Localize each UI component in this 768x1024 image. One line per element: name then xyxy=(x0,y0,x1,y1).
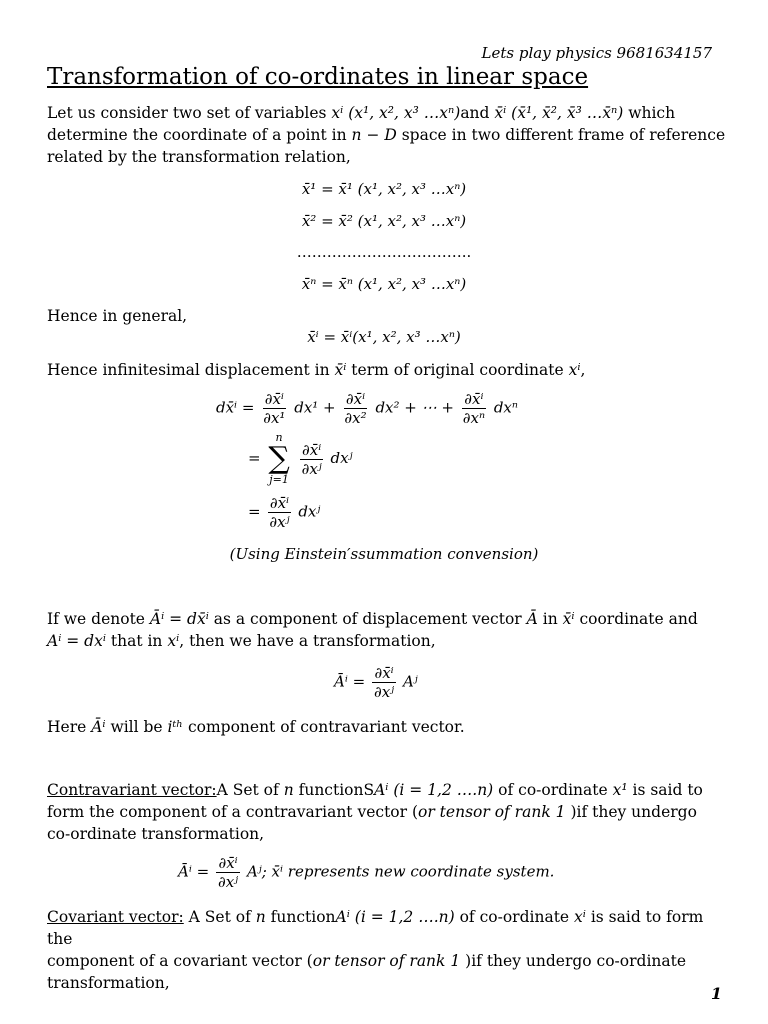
cov-line-2 xyxy=(47,950,727,972)
frac-den: ∂x¹ xyxy=(263,409,286,427)
cov-text: A Set of xyxy=(183,908,256,926)
denote-line-1 xyxy=(47,608,727,630)
eq-lhs: Āⁱ = xyxy=(334,672,366,691)
cov-math: Aⁱ (i = 1,2 ….n) xyxy=(335,908,455,926)
cov-line-1 xyxy=(47,906,727,950)
frac-num: ∂x̄ⁱ xyxy=(302,440,322,459)
frac-den: ∂x² xyxy=(344,409,367,427)
cov-text: of co-ordinate xyxy=(454,908,575,926)
eq-term: dxʲ xyxy=(330,449,353,467)
denote-paragraph xyxy=(47,608,727,652)
denote-text: coordinate and xyxy=(574,610,698,628)
here-text: Here xyxy=(47,718,92,736)
fraction xyxy=(216,854,240,891)
cov-text: )if they undergo co-ordinate xyxy=(460,952,687,970)
denote-text: as a component of displacement vector xyxy=(208,610,527,628)
equation-1: x̄¹ = x̄¹ (x¹, x², x³ …xⁿ) xyxy=(301,180,467,198)
frac-num: ∂x̄ⁱ xyxy=(218,854,238,872)
contravariant-paragraph xyxy=(47,779,727,845)
intro-math: xⁱ (x¹, x², x³ …xⁿ) xyxy=(331,104,461,122)
intro-line-3: related by the transformation relation, xyxy=(47,148,351,166)
denote-text: If we denote xyxy=(47,610,150,628)
intro-text: space in two different frame of reference xyxy=(396,126,726,144)
intro-text: which xyxy=(623,104,676,122)
intro-math: n − D xyxy=(351,126,397,144)
intro-text: Let us consider two set of variables xyxy=(47,104,332,122)
frac-den: ∂xʲ xyxy=(217,873,239,891)
cov-line-3: transformation, xyxy=(47,974,170,992)
contra-text: form the component of a contravariant vector ( xyxy=(47,803,419,821)
frac-den: ∂xʲ xyxy=(373,683,395,701)
contra-math: x¹ xyxy=(612,781,628,799)
intro-math: x̄ⁱ (x̄¹, x̄², x̄³ …x̄ⁿ) xyxy=(494,104,624,122)
frac-num: ∂x̄ⁱ xyxy=(464,390,484,408)
disp-text: , xyxy=(580,361,586,379)
eq-term: dxʲ xyxy=(298,502,321,521)
disp-math: x̄ⁱ xyxy=(334,361,347,379)
einstein-line xyxy=(248,494,320,531)
fraction xyxy=(342,390,368,427)
frac-num: ∂x̄ⁱ xyxy=(269,494,290,512)
covariant-label: Covariant vector: xyxy=(47,908,184,926)
eq-sign: = xyxy=(248,502,261,521)
frac-den: ∂xⁿ xyxy=(462,409,486,427)
equation-2: x̄² = x̄² (x¹, x², x³ …xⁿ) xyxy=(301,212,467,230)
fraction xyxy=(267,494,291,531)
intro-text: determine the coordinate of a point in xyxy=(47,126,352,144)
disp-text: term of original coordinate xyxy=(346,361,569,379)
contra-text: A Set of xyxy=(216,781,284,799)
contra-text: functionS xyxy=(293,781,375,799)
frac-den: ∂xʲ xyxy=(301,459,322,478)
denote-text: in xyxy=(537,610,563,628)
eq-lhs: dx̄ⁱ = xyxy=(216,398,255,417)
contra-text: of co-ordinate xyxy=(493,781,613,799)
denote-math: Āⁱ = dx̄ⁱ xyxy=(149,610,209,628)
contravariant-equation xyxy=(178,854,554,891)
cov-text: is said to form the xyxy=(47,908,704,948)
intro-text: and xyxy=(460,104,495,122)
eq-term: dx² + ⋯ + xyxy=(375,398,454,417)
eq-term: Aʲ xyxy=(402,672,418,691)
denote-math: x̄ⁱ xyxy=(562,610,575,628)
eq-term: dx¹ + xyxy=(294,398,336,417)
here-math: iᵗʰ xyxy=(167,718,184,736)
frac-num: ∂x̄ⁱ xyxy=(374,664,394,682)
equation-n: x̄ⁿ = x̄ⁿ (x¹, x², x³ …xⁿ) xyxy=(301,275,467,293)
contravariant-label: Contravariant vector: xyxy=(47,781,217,799)
displacement-text xyxy=(47,359,727,381)
intro-line-2 xyxy=(47,124,727,146)
frac-num: ∂x̄ⁱ xyxy=(345,390,366,408)
contra-line-1 xyxy=(47,779,727,801)
denote-line-2 xyxy=(47,630,727,652)
denote-text: that in xyxy=(105,632,168,650)
header-contact: Lets play physics 9681634157 xyxy=(481,44,712,62)
general-equation: x̄ⁱ = x̄ⁱ(x¹, x², x³ …xⁿ) xyxy=(307,328,461,346)
disp-math: xⁱ xyxy=(568,361,581,379)
page-number: 1 xyxy=(710,984,722,1003)
transformation-equation xyxy=(334,664,418,701)
eq-sign: = xyxy=(248,449,261,467)
contra-line-3: co-ordinate transformation, xyxy=(47,825,265,843)
intro-paragraph xyxy=(47,102,727,168)
fraction xyxy=(261,390,287,427)
cov-text: function xyxy=(265,908,336,926)
denote-math: Ā xyxy=(526,610,538,628)
cov-math: xⁱ xyxy=(574,908,586,926)
cov-math: n xyxy=(255,908,266,926)
contra-text: is said to xyxy=(627,781,703,799)
contra-math: n xyxy=(283,781,294,799)
summation-note: (Using Einstein′ssummation convension) xyxy=(229,545,539,563)
denote-math: Aⁱ = dxⁱ xyxy=(47,632,106,650)
contra-text: )if they undergo xyxy=(565,803,697,821)
equation-dots: …………………………….. xyxy=(296,243,472,261)
frac-den: ∂xʲ xyxy=(269,513,290,531)
covariant-paragraph xyxy=(47,906,727,994)
intro-line-1 xyxy=(47,102,727,124)
denote-math: xⁱ xyxy=(167,632,180,650)
fraction xyxy=(300,441,324,478)
summation-symbol: n ∑ j=1 xyxy=(268,431,290,486)
displacement-expansion xyxy=(216,390,518,427)
summation-line xyxy=(248,432,353,486)
cov-math: or tensor of rank 1 xyxy=(312,952,461,970)
cov-text: component of a covariant vector ( xyxy=(47,952,313,970)
here-math: Āⁱ xyxy=(91,718,106,736)
eq-term: Aʲ; x̄ⁱ represents new coordinate system. xyxy=(246,862,555,881)
here-line xyxy=(47,716,727,738)
sum-lower: j=1 xyxy=(269,473,289,486)
fraction xyxy=(372,664,396,701)
general-label: Hence in general, xyxy=(47,307,188,325)
contra-math: Aⁱ (i = 1,2 ….n) xyxy=(374,781,494,799)
contra-math: or tensor of rank 1 xyxy=(418,803,566,821)
sum-upper: n xyxy=(275,431,283,444)
contra-line-2 xyxy=(47,801,727,823)
page-title: Transformation of co-ordinates in linear space xyxy=(47,64,589,90)
fraction xyxy=(461,390,487,427)
frac-num: ∂x̄ⁱ xyxy=(264,390,284,408)
here-text: will be xyxy=(105,718,168,736)
here-text: component of contravariant vector. xyxy=(183,718,465,736)
disp-text: Hence infinitesimal displacement in xyxy=(47,361,335,379)
eq-lhs: Āⁱ = xyxy=(178,862,210,881)
eq-term: dxⁿ xyxy=(493,398,518,417)
denote-text: , then we have a transformation, xyxy=(179,632,436,650)
